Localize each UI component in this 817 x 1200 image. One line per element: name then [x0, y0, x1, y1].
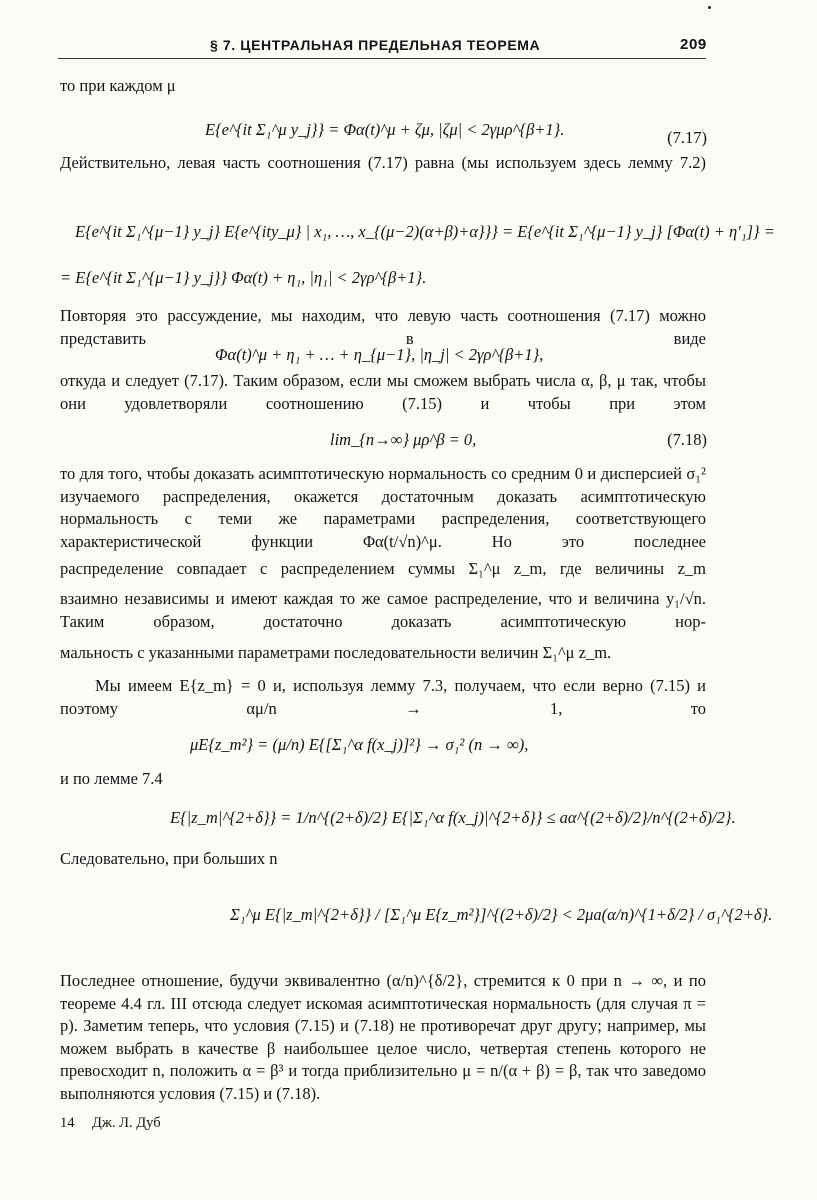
paragraph-sum-distribution: распределение совпадает с распределением суммы Σ₁^μ z_m, где величины z_m	[60, 559, 706, 578]
paragraph-thus: откуда и следует (7.17). Таким образом, если мы сможем выбрать числа α, β, μ так, чтобы они удовлетворяли соотношению (7.15) и чтобы при этом	[60, 371, 706, 413]
page-number: 209	[680, 36, 707, 53]
paragraph-normality: то для того, чтобы доказать асимптотическую нормальность со средним 0 и дисперсией σ₁² изучаемого распределения, окажется достаточным доказать асимптотическую нормальность с теми же параметрами распределения, соответствующего характеристической функции Φα(t/√n)^μ. Но это последнее	[60, 464, 706, 551]
paragraph-repeating: Повторяя это рассуждение, мы находим, что левую часть соотношения (7.17) можно представить в виде	[60, 306, 706, 348]
equation-7-18: lim_{n→∞} μρ^β = 0,	[330, 430, 477, 449]
equation-conditional-expectation: E{e^{it Σ₁^{μ−1} y_j} E{e^{ity_μ} | x₁, …, x_{(μ−2)(α+β)+α}}} = E{e^{it Σ₁^{μ−1} y_j} [Φα(t) + η′₁]} =	[75, 222, 775, 241]
running-header-title: § 7. ЦЕНТРАЛЬНАЯ ПРЕДЕЛЬНАЯ ТЕОРЕМА	[210, 37, 541, 53]
paragraph-indeed: Действительно, левая часть соотношения (7.17) равна (мы используем здесь лемму 7.2)	[60, 153, 706, 172]
paragraph-sequence: мальность с указанными параметрами последовательности величин Σ₁^μ z_m.	[60, 643, 612, 662]
equation-7-17: E{e^{it Σ₁^μ y_j}} = Φα(t)^μ + ζμ, |ζμ| < 2γμρ^{β+1}.	[205, 120, 565, 139]
equation-moment-bound: E{|z_m|^{2+δ}} = 1/n^{(2+δ)/2} E{|Σ₁^α f(x_j)|^{2+δ}} ≤ aα^{(2+δ)/2}/n^{(2+δ)/2}.	[170, 808, 736, 827]
paragraph-intro: то при каждом μ	[60, 76, 176, 95]
scan-speck	[708, 6, 711, 9]
equation-eta-one: = E{e^{it Σ₁^{μ−1} y_j}} Φα(t) + η₁, |η₁| < 2γρ^{β+1}.	[60, 268, 427, 287]
equation-variance-limit: μE{z_m²} = (μ/n) E{[Σ₁^α f(x_j)]²} → σ₁² (n → ∞),	[190, 735, 529, 754]
paragraph-conclusion: Последнее отношение, будучи эквивалентно (α/n)^{δ/2}, стремится к 0 при n → ∞, и по теореме 4.4 гл. III отсюда следует искомая асимптотическая нормальность (для случая π = p). Заметим теперь, что условия (7.15) и (7.18) не противоречат друг другу; например, мы можем выбрать в качестве β наибольшее целое число, четвертая степень которого не превосходит n, положить α = β³ и тогда приблизительно μ = n/(α + β) = β, так что заведомо выполняются условия (7.15) и (7.18).	[60, 971, 706, 1103]
equation-7-17-number: (7.17)	[667, 128, 707, 147]
header-rule	[58, 58, 706, 59]
signature-number: 14	[60, 1115, 75, 1131]
equation-lyapunov-ratio: Σ₁^μ E{|z_m|^{2+δ}} / [Σ₁^μ E{z_m²}]^{(2+δ)/2} < 2μa(α/n)^{1+δ/2} / σ₁^{2+δ}.	[230, 905, 773, 924]
paragraph-lemma-7-3: Мы имеем E{z_m} = 0 и, используя лемму 7.3, получаем, что если верно (7.15) и поэтому αμ/n → 1, то	[60, 676, 706, 718]
paragraph-independence: взаимно независимы и имеют каждая то же самое распределение, что и величина y₁/√n. Таким образом, достаточно доказать асимптотическую нор-	[60, 589, 706, 631]
signature-author: Дж. Л. Дуб	[92, 1115, 161, 1131]
paragraph-lemma-7-4: и по лемме 7.4	[60, 769, 163, 788]
paragraph-consequently: Следовательно, при больших n	[60, 849, 278, 868]
equation-7-18-number: (7.18)	[667, 430, 707, 449]
equation-expansion: Φα(t)^μ + η₁ + … + η_{μ−1}, |η_j| < 2γρ^{β+1},	[215, 345, 544, 364]
